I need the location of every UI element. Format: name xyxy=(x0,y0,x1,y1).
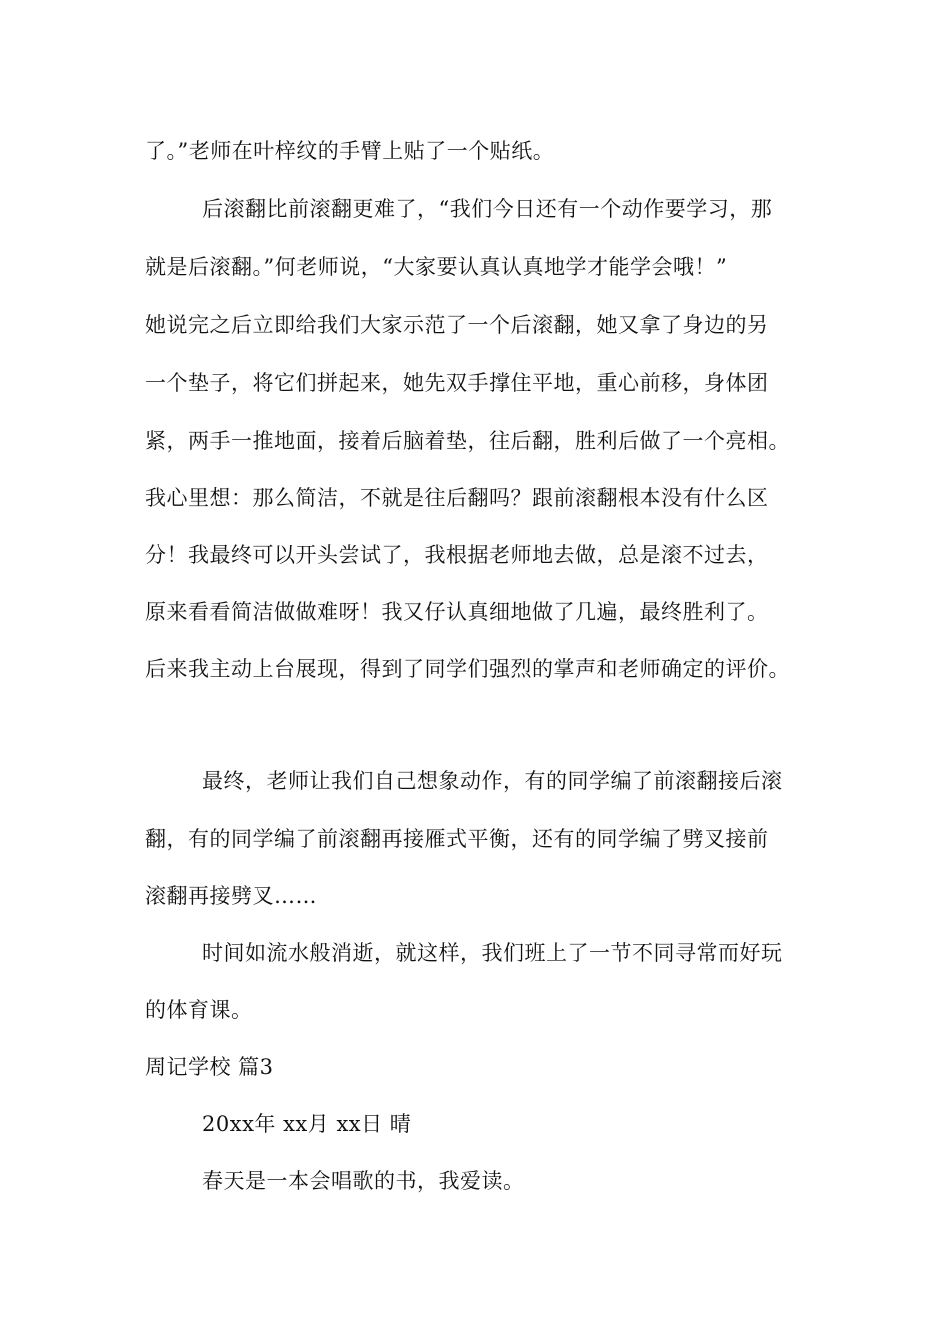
paragraph-start: 最终，老师让我们自己想象动作，有的同学编了前滚翻接后滚 xyxy=(202,769,783,793)
text-line: 分！我最终可以开头尝试了，我根据老师地去做，总是滚不过去， xyxy=(145,543,769,567)
section-heading: 周记学校 篇3 xyxy=(145,1055,274,1079)
text-line: 翻，有的同学编了前滚翻再接雁式平衡，还有的同学编了劈叉接前 xyxy=(145,827,769,851)
text-line: 后来我主动上台展现，得到了同学们强烈的掌声和老师确定的评价。 xyxy=(145,657,790,681)
paragraph-start: 后滚翻比前滚翻更难了，“我们今日还有一个动作要学习，那 xyxy=(202,197,773,221)
text-line: 紧，两手一推地面，接着后脑着垫，往后翻，胜利后做了一个亮相。 xyxy=(145,429,790,453)
text-line: 滚翻再接劈叉…… xyxy=(145,884,317,908)
text-line: 我心里想：那么简洁，不就是往后翻吗？跟前滚翻根本没有什么区 xyxy=(145,486,769,510)
text-line: 就是后滚翻。”何老师说，“大家要认真认真地学才能学会哦！” xyxy=(145,255,728,279)
text-line: 原来看看简洁做做难呀！我又仔认真细地做了几遍，最终胜利了。 xyxy=(145,600,769,624)
diary-date-line: 20xx年 xx月 xx日 晴 xyxy=(202,1112,412,1136)
text-line: 一个垫子，将它们拼起来，她先双手撑住平地，重心前移，身体团 xyxy=(145,371,769,395)
text-line: 她说完之后立即给我们大家示范了一个后滚翻，她又拿了身边的另 xyxy=(145,313,769,337)
text-line: 了。”老师在叶梓纹的手臂上贴了一个贴纸。 xyxy=(145,139,555,163)
text-line: 的体育课。 xyxy=(145,998,253,1022)
paragraph-start: 春天是一本会唱歌的书，我爱读。 xyxy=(202,1169,525,1193)
paragraph-start: 时间如流水般消逝，就这样，我们班上了一节不同寻常而好玩 xyxy=(202,941,783,965)
